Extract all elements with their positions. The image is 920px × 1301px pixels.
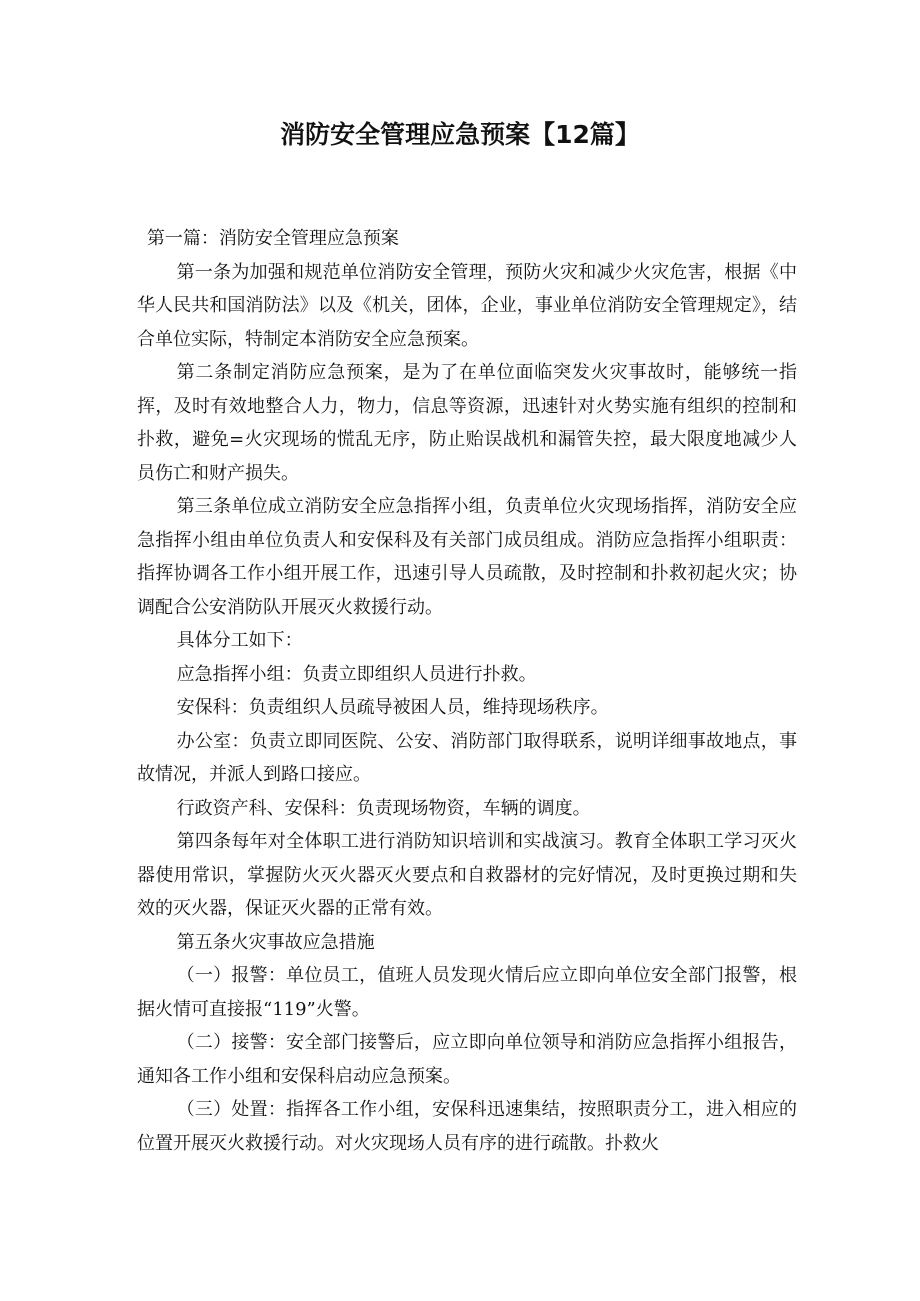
- paragraph: （三）处置：指挥各工作小组，安保科迅速集结，按照职责分工，进入相应的位置开展灭火救援行动。对火灾现场人员有序的进行疏散。扑救火: [137, 1099, 797, 1154]
- paragraph: （二）接警：安全部门接警后，应立即向单位领导和消防应急指挥小组报告，通知各工作小组和安保科启动应急预案。: [137, 1032, 797, 1087]
- document-body: [137, 222, 797, 1160]
- paragraph: 第四条每年对全体职工进行消防知识培训和实战演习。教育全体职工学习灭火器使用常识，掌握防火灭火器灭火要点和自救器材的完好情况，及时更换过期和失效的灭火器，保证灭火器的正常有效。: [137, 831, 797, 919]
- paragraph: （一）报警：单位员工，值班人员发现火情后应立即向单位安全部门报警，根据火情可直接报“119”火警。: [137, 965, 797, 1020]
- paragraph: 第一条为加强和规范单位消防安全管理，预防火灾和减少火灾危害，根据《中华人民共和国消防法》以及《机关，团体，企业，事业单位消防安全管理规定》，结合单位实际，特制定本消防安全应急预案。: [137, 261, 797, 350]
- paragraph: 第五条火灾事故应急措施: [176, 931, 375, 953]
- paragraph: 行政资产科、安保科：负责现场物资，车辆的调度。: [176, 797, 591, 819]
- document-title: 消防安全管理应急预案【12篇】: [280, 120, 640, 149]
- paragraph: 具体分工如下：: [176, 630, 303, 651]
- paragraph: 应急指挥小组：负责立即组织人员进行扑救。: [176, 663, 537, 685]
- paragraph: 办公室：负责立即同医院、公安、消防部门取得联系，说明详细事故地点，事故情况，并派人到路口接应。: [137, 730, 797, 785]
- paragraph: 第二条制定消防应急预案，是为了在单位面临突发火灾事故时，能够统一指挥，及时有效地整合人力，物力，信息等资源，迅速针对火势实施有组织的控制和扑救，避免=火灾现场的慌乱无序，防止贻误战机和漏管失控，最大限度地减少人员伤亡和财产损失。: [137, 362, 797, 484]
- paragraph: 第三条单位成立消防安全应急指挥小组，负责单位火灾现场指挥，消防安全应急指挥小组由单位负责人和安保科及有关部门成员组成。消防应急指挥小组职责：指挥协调各工作小组开展工作，迅速引导人员疏散，及时控制和扑救初起火灾；协调配合公安消防队开展灭火救援行动。: [137, 496, 797, 618]
- paragraph: 安保科：负责组织人员疏导被困人员，维持现场秩序。: [176, 697, 609, 718]
- section-heading: 第一篇：消防安全管理应急预案: [146, 228, 399, 249]
